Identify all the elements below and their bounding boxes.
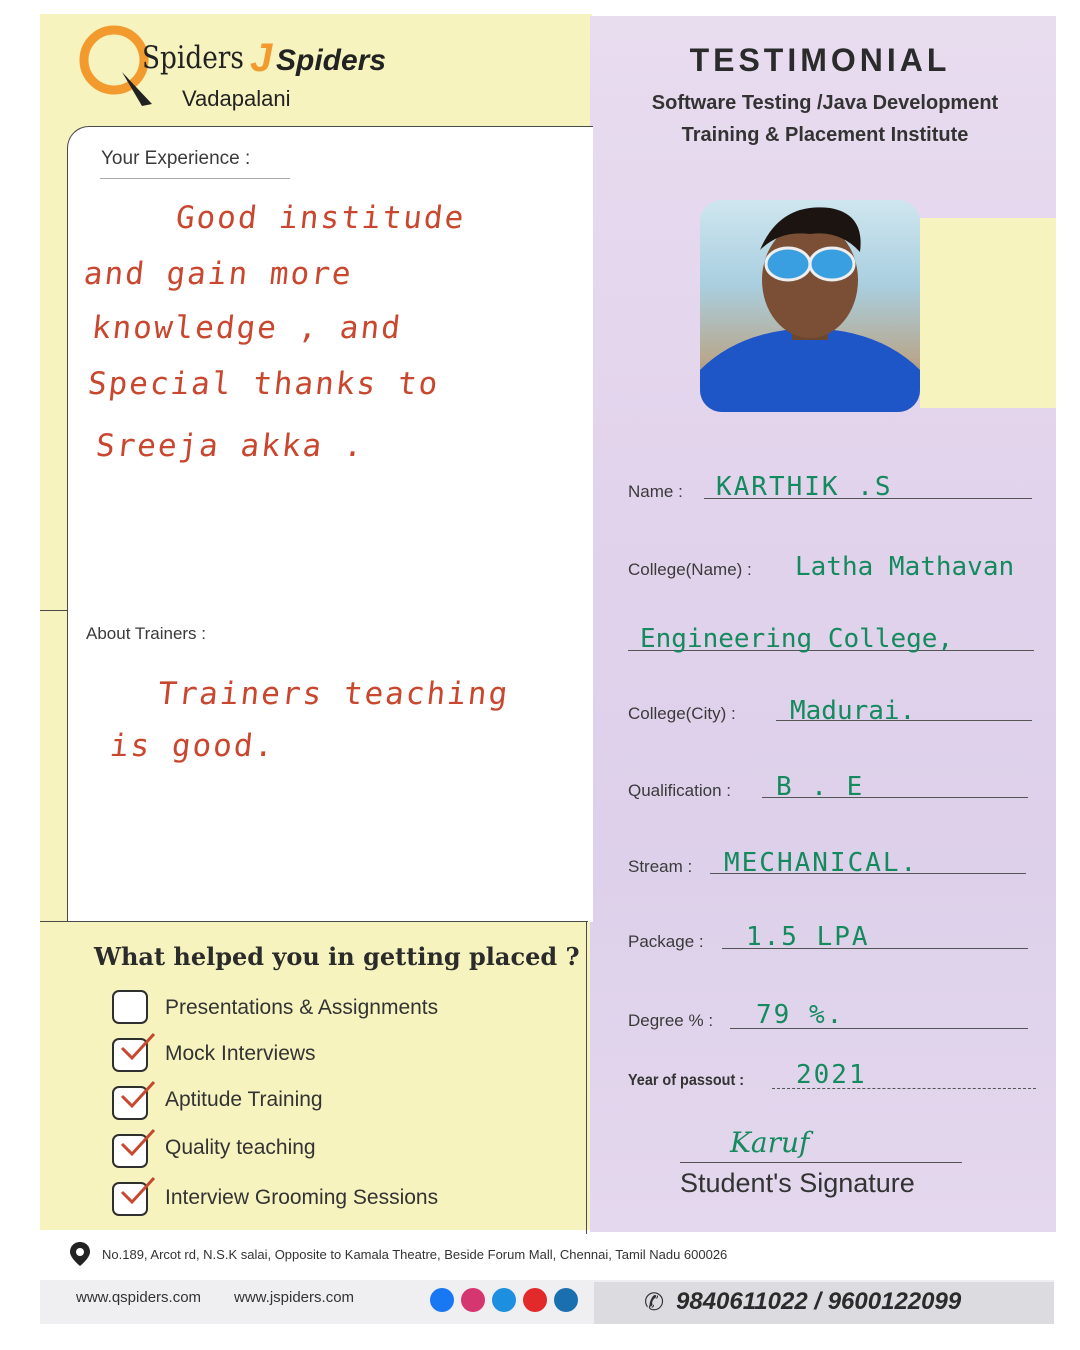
experience-line-2: and gain more bbox=[82, 256, 355, 292]
facebook-icon[interactable] bbox=[430, 1288, 454, 1312]
trainers-line-1: Trainers teaching bbox=[156, 676, 512, 712]
college-label: College(Name) : bbox=[628, 560, 752, 579]
branch-location: Vadapalani bbox=[182, 86, 291, 111]
right-yellow-strip bbox=[920, 218, 1056, 408]
name-label: Name : bbox=[628, 482, 683, 501]
location-pin-icon bbox=[70, 1242, 90, 1271]
option-quality-label: Quality teaching bbox=[165, 1136, 316, 1159]
year-value: 2021 bbox=[796, 1060, 867, 1090]
page-title: TESTIMONIAL bbox=[689, 42, 951, 78]
jspiders-j-letter: J bbox=[250, 36, 273, 80]
website-qspiders-link[interactable]: www.qspiders.com bbox=[76, 1289, 202, 1306]
trainers-line-2: is good. bbox=[108, 728, 278, 764]
experience-label: Your Experience : bbox=[101, 148, 251, 169]
experience-label-underline bbox=[100, 178, 290, 179]
twitter-icon[interactable] bbox=[492, 1288, 516, 1312]
checkmark-icon bbox=[118, 1080, 156, 1110]
subtitle-courses: Software Testing /Java Development bbox=[651, 92, 999, 114]
signature-underline bbox=[680, 1162, 962, 1163]
checkbox-presentations[interactable] bbox=[112, 990, 148, 1024]
college-value-2: Engineering College, bbox=[640, 624, 954, 654]
degree-value: 79 %. bbox=[756, 1000, 845, 1030]
option-quality[interactable] bbox=[112, 1134, 148, 1168]
degree-label: Degree % : bbox=[628, 1011, 714, 1030]
placed-question: What helped you in getting placed ? bbox=[94, 942, 580, 971]
package-value: 1.5 LPA bbox=[746, 922, 870, 952]
trainers-label: About Trainers : bbox=[86, 624, 207, 643]
year-label: Year of passout : bbox=[628, 1072, 745, 1089]
city-value: Madurai. bbox=[790, 696, 916, 726]
experience-line-4: Special thanks to bbox=[86, 366, 442, 402]
qualification-label: Qualification : bbox=[628, 781, 731, 800]
checkmark-icon bbox=[118, 1176, 156, 1206]
option-mock[interactable] bbox=[112, 1038, 148, 1072]
youtube-icon[interactable] bbox=[523, 1288, 547, 1312]
linkedin-icon[interactable] bbox=[554, 1288, 578, 1312]
option-aptitude[interactable] bbox=[112, 1086, 148, 1120]
checkmark-icon bbox=[118, 1128, 156, 1158]
signature-label: Student's Signature bbox=[680, 1168, 915, 1198]
subtitle-institute: Training & Placement Institute bbox=[681, 124, 969, 146]
option-aptitude-label: Aptitude Training bbox=[165, 1088, 323, 1111]
stream-label: Stream : bbox=[628, 857, 693, 876]
name-value: KARTHIK .S bbox=[716, 472, 893, 502]
website-jspiders-link[interactable]: www.jspiders.com bbox=[234, 1289, 355, 1306]
footer-address: No.189, Arcot rd, N.S.K salai, Opposite to Kamala Theatre, Beside Forum Mall, Chennai, Tamil Nadu 600026 bbox=[102, 1247, 728, 1262]
jspiders-name: Spiders bbox=[276, 44, 387, 77]
package-label: Package : bbox=[628, 932, 704, 951]
stream-value: MECHANICAL. bbox=[724, 848, 919, 878]
experience-line-5: Sreeja akka . bbox=[94, 428, 367, 464]
college-value: Latha Mathavan bbox=[795, 552, 1015, 582]
divider-trainers-bottom bbox=[40, 921, 588, 922]
option-presentations[interactable] bbox=[112, 990, 148, 1024]
phone-icon: ✆ bbox=[644, 1289, 665, 1316]
phone-numbers: 9840611022 / 9600122099 bbox=[676, 1288, 962, 1315]
student-photo bbox=[700, 200, 920, 412]
option-grooming-label: Interview Grooming Sessions bbox=[165, 1186, 439, 1209]
trainers-box bbox=[67, 610, 593, 922]
qualification-value: B . E bbox=[776, 772, 865, 802]
option-grooming[interactable] bbox=[112, 1182, 148, 1216]
experience-line-3: knowledge , and bbox=[90, 310, 404, 346]
option-presentations-label: Presentations & Assignments bbox=[165, 996, 439, 1019]
qspiders-name: Spiders bbox=[142, 40, 244, 76]
option-mock-label: Mock Interviews bbox=[165, 1042, 316, 1065]
experience-line-1: Good institude bbox=[174, 200, 468, 236]
divider-vertical bbox=[586, 922, 587, 1234]
city-label: College(City) : bbox=[628, 704, 736, 723]
checkmark-icon bbox=[118, 1032, 156, 1062]
signature-image: Karuf bbox=[730, 1126, 810, 1159]
instagram-icon[interactable] bbox=[461, 1288, 485, 1312]
